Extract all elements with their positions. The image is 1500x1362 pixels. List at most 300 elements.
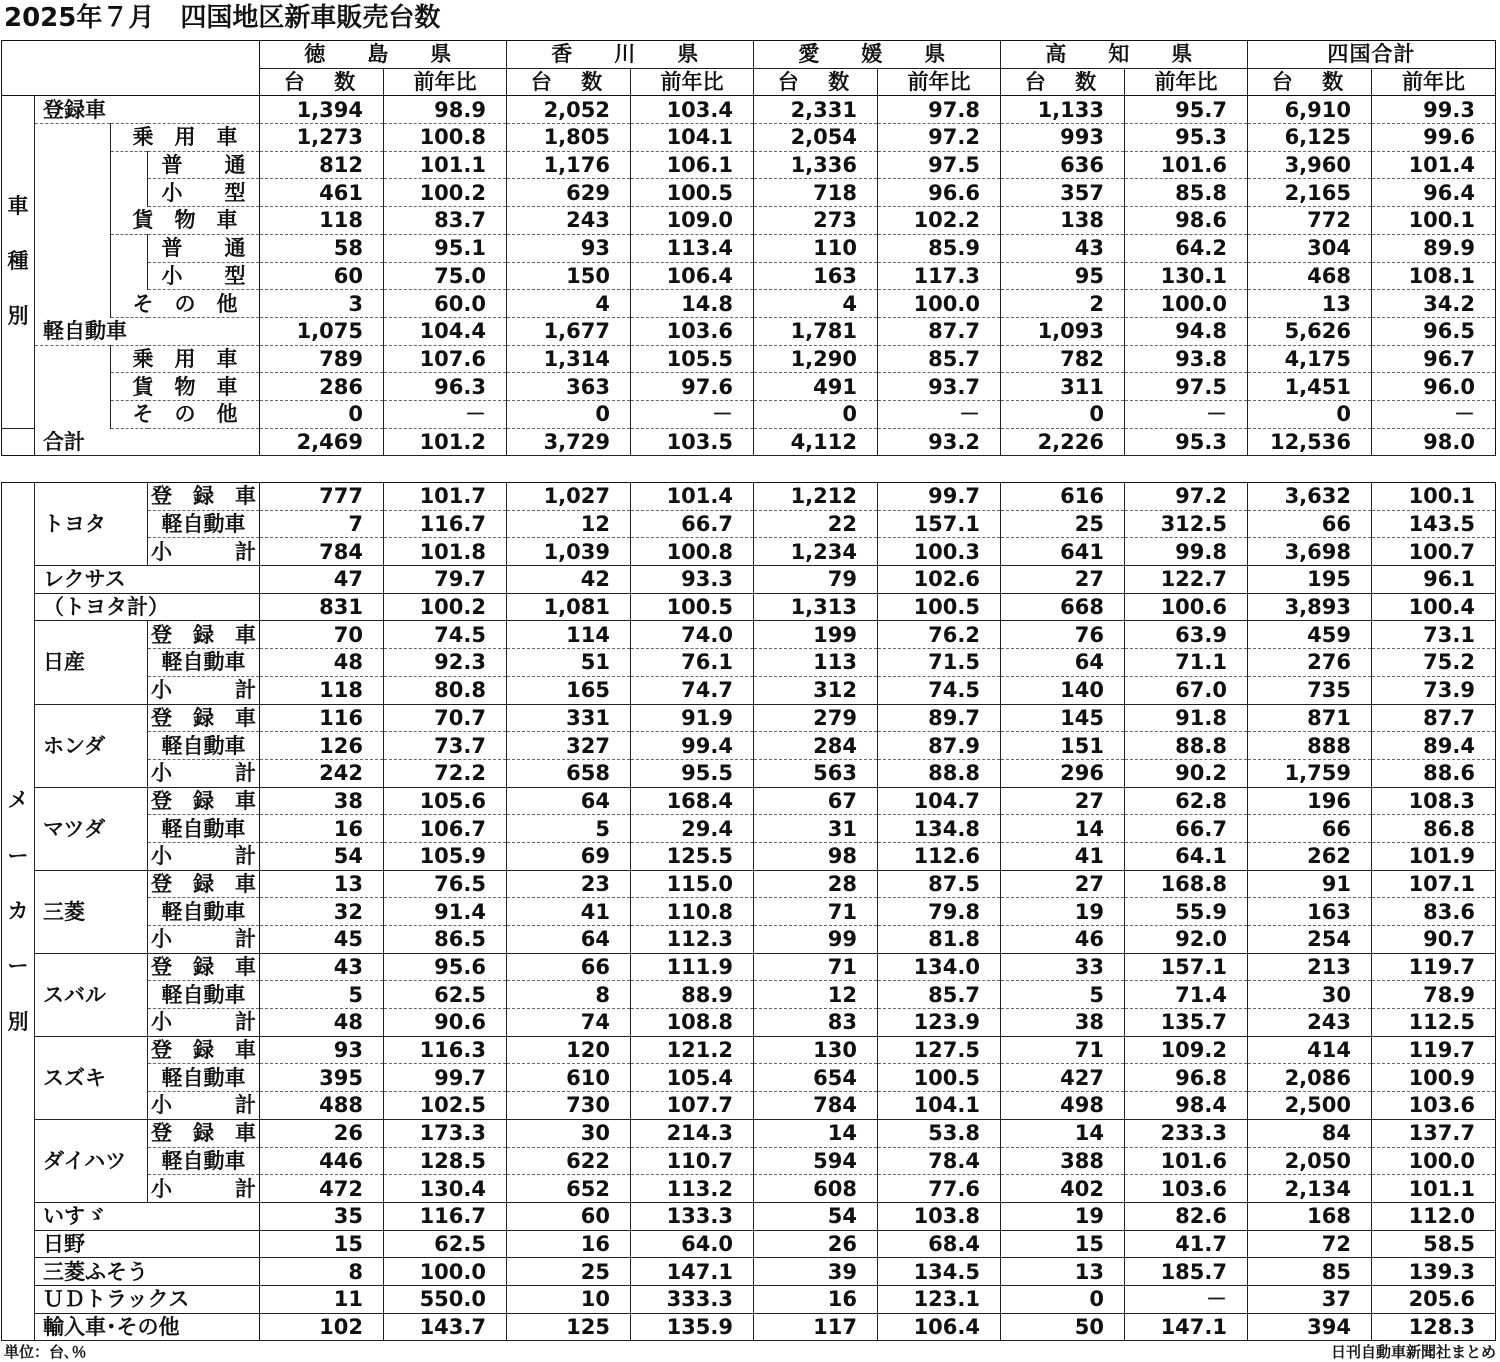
unit-count-cell: 622 <box>507 1147 631 1175</box>
yoy-ratio-cell: 67.0 <box>1125 676 1248 704</box>
yoy-ratio-cell: 86.5 <box>384 926 507 954</box>
yoy-ratio-cell: 123.9 <box>878 1009 1001 1037</box>
unit-count-cell: 12 <box>507 510 631 538</box>
unit-count-cell: 31 <box>754 815 878 843</box>
yoy-ratio-cell: 96.4 <box>1372 179 1496 207</box>
unit-count-cell: 25 <box>507 1258 631 1286</box>
unit-count-cell: 45 <box>260 926 384 954</box>
yoy-ratio-cell: 115.0 <box>631 870 754 898</box>
yoy-ratio-cell: 100.5 <box>878 1064 1001 1092</box>
unit-count-cell: 26 <box>754 1230 878 1258</box>
section-label-char: 種 <box>7 249 29 274</box>
yoy-ratio-cell: 98.9 <box>384 96 507 124</box>
maker-name: 日産 <box>35 621 148 704</box>
unit-count-cell: 8 <box>507 981 631 1009</box>
unit-count-cell: 461 <box>260 179 384 207</box>
yoy-ratio-cell: 100.1 <box>1372 207 1496 235</box>
unit-count-cell: 13 <box>1248 290 1372 318</box>
yoy-ratio-cell: 103.6 <box>1125 1175 1248 1203</box>
yoy-ratio-cell: 100.5 <box>631 179 754 207</box>
unit-count-cell: 2,054 <box>754 124 878 152</box>
unit-count-cell: 871 <box>1248 704 1372 732</box>
yoy-ratio-cell: 100.7 <box>1372 538 1496 566</box>
unit-count-cell: 138 <box>1001 207 1125 235</box>
table-row <box>2 1313 1496 1341</box>
row-sublabel-reg: 登 録 車 <box>148 953 260 981</box>
unit-count-cell: 195 <box>1248 566 1372 594</box>
indent <box>35 151 111 179</box>
table-row <box>2 510 1496 538</box>
yoy-ratio-cell: 91.4 <box>384 898 507 926</box>
unit-count-cell: 66 <box>1248 815 1372 843</box>
yoy-ratio-cell: 14.8 <box>631 290 754 318</box>
unit-count-cell: 15 <box>260 1230 384 1258</box>
unit-count-cell: 327 <box>507 732 631 760</box>
section-label-spacer <box>2 428 35 456</box>
indent <box>35 124 111 152</box>
yoy-ratio-cell: 29.4 <box>631 815 754 843</box>
yoy-ratio-cell: 100.2 <box>384 179 507 207</box>
unit-count-cell: 71 <box>754 898 878 926</box>
indent <box>35 207 111 235</box>
unit-count-cell: 60 <box>260 262 384 290</box>
yoy-ratio-cell: 70.7 <box>384 704 507 732</box>
ratio-header: 前年比 <box>384 68 507 96</box>
yoy-ratio-cell: － <box>384 400 507 428</box>
yoy-ratio-cell: 87.7 <box>1372 704 1496 732</box>
yoy-ratio-cell: 90.7 <box>1372 926 1496 954</box>
yoy-ratio-cell: 113.4 <box>631 234 754 262</box>
unit-count-cell: 33 <box>1001 953 1125 981</box>
unit-count-cell: 498 <box>1001 1092 1125 1120</box>
yoy-ratio-cell: － <box>878 400 1001 428</box>
yoy-ratio-cell: 76.5 <box>384 870 507 898</box>
yoy-ratio-cell: 96.7 <box>1372 345 1496 373</box>
yoy-ratio-cell: 83.7 <box>384 207 507 235</box>
unit-count-cell: 304 <box>1248 234 1372 262</box>
indent <box>35 345 111 373</box>
yoy-ratio-cell: 85.7 <box>878 345 1001 373</box>
unit-count-cell: 118 <box>260 207 384 235</box>
yoy-ratio-cell: 91.8 <box>1125 704 1248 732</box>
table-row <box>2 345 1496 373</box>
yoy-ratio-cell: 97.6 <box>631 373 754 401</box>
unit-count-cell: 1,677 <box>507 317 631 345</box>
unit-count-cell: 2,500 <box>1248 1092 1372 1120</box>
row-sublabel-kei: 軽自動車 <box>148 510 260 538</box>
unit-count-cell: 43 <box>1001 234 1125 262</box>
unit-count-cell: 402 <box>1001 1175 1125 1203</box>
unit-count-cell: 39 <box>754 1258 878 1286</box>
row-label-level3: 小 型 <box>148 262 260 290</box>
unit-count-cell: 2,226 <box>1001 428 1125 456</box>
yoy-ratio-cell: 106.7 <box>384 815 507 843</box>
unit-count-cell: 831 <box>260 593 384 621</box>
unit-count-cell: 3,960 <box>1248 151 1372 179</box>
table-row <box>2 593 1496 621</box>
vehicle-type-table <box>1 40 1496 456</box>
unit-count-cell: 26 <box>260 1119 384 1147</box>
yoy-ratio-cell: 78.4 <box>878 1147 1001 1175</box>
source-note: 日刊自動車新聞社まとめ <box>1330 1343 1496 1361</box>
section-label-char: カ <box>7 898 29 923</box>
yoy-ratio-cell: 101.7 <box>384 483 507 511</box>
table-row <box>2 1036 1496 1064</box>
yoy-ratio-cell: 122.7 <box>1125 566 1248 594</box>
yoy-ratio-cell: 107.7 <box>631 1092 754 1120</box>
unit-count-cell: 38 <box>1001 1009 1125 1037</box>
table-row <box>2 870 1496 898</box>
maker-name: 輸入車･その他 <box>35 1313 260 1341</box>
unit-count-cell: 14 <box>754 1119 878 1147</box>
yoy-ratio-cell: 83.6 <box>1372 898 1496 926</box>
table-row <box>2 621 1496 649</box>
ratio-header: 前年比 <box>1372 68 1496 96</box>
yoy-ratio-cell: 96.5 <box>1372 317 1496 345</box>
row-sublabel-kei: 軽自動車 <box>148 1064 260 1092</box>
yoy-ratio-cell: 79.8 <box>878 898 1001 926</box>
yoy-ratio-cell: 78.9 <box>1372 981 1496 1009</box>
ratio-header: 前年比 <box>878 68 1001 96</box>
row-sublabel-kei: 軽自動車 <box>148 981 260 1009</box>
yoy-ratio-cell: 109.0 <box>631 207 754 235</box>
unit-count-cell: 14 <box>1001 1119 1125 1147</box>
row-label-level2: 貨 物 車 <box>111 373 260 401</box>
unit-count-cell: 83 <box>754 1009 878 1037</box>
unit-count-cell: 468 <box>1248 262 1372 290</box>
unit-count-cell: 1,081 <box>507 593 631 621</box>
table-row <box>2 234 1496 262</box>
unit-count-cell: 491 <box>754 373 878 401</box>
yoy-ratio-cell: 103.4 <box>631 96 754 124</box>
row-sublabel-sub: 小 計 <box>148 538 260 566</box>
table-row <box>2 676 1496 704</box>
table-row <box>2 538 1496 566</box>
yoy-ratio-cell: 102.5 <box>384 1092 507 1120</box>
unit-count-cell: 165 <box>507 676 631 704</box>
unit-count-cell: 15 <box>1001 1230 1125 1258</box>
table-row <box>2 317 1496 345</box>
region-header: 高 知 県 <box>1001 41 1248 69</box>
unit-count-cell: 12,536 <box>1248 428 1372 456</box>
yoy-ratio-cell: 97.2 <box>1125 483 1248 511</box>
indent <box>35 234 111 262</box>
unit-count-cell: 273 <box>754 207 878 235</box>
units-header: 台 数 <box>754 68 878 96</box>
yoy-ratio-cell: 134.8 <box>878 815 1001 843</box>
unit-count-cell: 85 <box>1248 1258 1372 1286</box>
unit-count-cell: 888 <box>1248 732 1372 760</box>
unit-count-cell: 12 <box>754 981 878 1009</box>
table-row <box>2 1147 1496 1175</box>
unit-count-cell: 64 <box>507 926 631 954</box>
row-sublabel-sub: 小 計 <box>148 926 260 954</box>
unit-count-cell: 91 <box>1248 870 1372 898</box>
unit-count-cell: 286 <box>260 373 384 401</box>
yoy-ratio-cell: 168.8 <box>1125 870 1248 898</box>
unit-count-cell: 772 <box>1248 207 1372 235</box>
unit-count-cell: 2,165 <box>1248 179 1372 207</box>
table-row <box>2 1064 1496 1092</box>
unit-count-cell: 13 <box>1001 1258 1125 1286</box>
unit-count-cell: 5 <box>260 981 384 1009</box>
table-row <box>2 400 1496 428</box>
indent <box>111 151 148 179</box>
yoy-ratio-cell: 105.5 <box>631 345 754 373</box>
maker-name: トヨタ <box>35 483 148 566</box>
unit-count-cell: 13 <box>260 870 384 898</box>
unit-count-cell: 93 <box>260 1036 384 1064</box>
unit-count-cell: 196 <box>1248 787 1372 815</box>
yoy-ratio-cell: 82.6 <box>1125 1202 1248 1230</box>
unit-count-cell: 777 <box>260 483 384 511</box>
unit-count-cell: 1,394 <box>260 96 384 124</box>
unit-count-cell: 38 <box>260 787 384 815</box>
yoy-ratio-cell: 101.2 <box>384 428 507 456</box>
yoy-ratio-cell: 74.7 <box>631 676 754 704</box>
unit-count-cell: 812 <box>260 151 384 179</box>
yoy-ratio-cell: 97.5 <box>878 151 1001 179</box>
yoy-ratio-cell: 130.4 <box>384 1175 507 1203</box>
unit-count-cell: 312 <box>754 676 878 704</box>
section-label-char: メ <box>7 788 29 813</box>
unit-count-cell: 118 <box>260 676 384 704</box>
indent <box>111 179 148 207</box>
yoy-ratio-cell: 104.7 <box>878 787 1001 815</box>
yoy-ratio-cell: 101.1 <box>384 151 507 179</box>
yoy-ratio-cell: 98.4 <box>1125 1092 1248 1120</box>
yoy-ratio-cell: 74.5 <box>878 676 1001 704</box>
unit-count-cell: 2,331 <box>754 96 878 124</box>
yoy-ratio-cell: 113.2 <box>631 1175 754 1203</box>
unit-count-cell: 54 <box>754 1202 878 1230</box>
yoy-ratio-cell: 93.7 <box>878 373 1001 401</box>
unit-count-cell: 48 <box>260 649 384 677</box>
yoy-ratio-cell: 92.0 <box>1125 926 1248 954</box>
yoy-ratio-cell: 71.4 <box>1125 981 1248 1009</box>
yoy-ratio-cell: 134.0 <box>878 953 1001 981</box>
yoy-ratio-cell: 88.8 <box>1125 732 1248 760</box>
unit-count-cell: 1,313 <box>754 593 878 621</box>
unit-count-cell: 163 <box>1248 898 1372 926</box>
yoy-ratio-cell: 53.8 <box>878 1119 1001 1147</box>
unit-count-cell: 126 <box>260 732 384 760</box>
yoy-ratio-cell: 108.3 <box>1372 787 1496 815</box>
table-row <box>2 1202 1496 1230</box>
unit-count-cell: 54 <box>260 842 384 870</box>
unit-count-cell: 7 <box>260 510 384 538</box>
yoy-ratio-cell: 112.6 <box>878 842 1001 870</box>
yoy-ratio-cell: 98.0 <box>1372 428 1496 456</box>
yoy-ratio-cell: 96.3 <box>384 373 507 401</box>
row-sublabel-reg: 登 録 車 <box>148 1036 260 1064</box>
unit-count-cell: 151 <box>1001 732 1125 760</box>
table-row <box>2 1009 1496 1037</box>
ratio-header: 前年比 <box>1125 68 1248 96</box>
unit-count-cell: 140 <box>1001 676 1125 704</box>
unit-count-cell: 243 <box>507 207 631 235</box>
maker-name: （トヨタ計） <box>35 593 260 621</box>
unit-count-cell: 32 <box>260 898 384 926</box>
row-sublabel-reg: 登 録 車 <box>148 787 260 815</box>
unit-count-cell: 641 <box>1001 538 1125 566</box>
row-label-level2: 乗 用 車 <box>111 345 260 373</box>
unit-count-cell: 363 <box>507 373 631 401</box>
yoy-ratio-cell: 55.9 <box>1125 898 1248 926</box>
unit-count-cell: 3 <box>260 290 384 318</box>
row-label-level3: 普 通 <box>148 234 260 262</box>
unit-count-cell: 48 <box>260 1009 384 1037</box>
unit-count-cell: 41 <box>507 898 631 926</box>
row-label-total: 合計 <box>35 428 260 456</box>
unit-count-cell: 35 <box>260 1202 384 1230</box>
indent <box>35 290 111 318</box>
unit-count-cell: 6,910 <box>1248 96 1372 124</box>
yoy-ratio-cell: 97.2 <box>878 124 1001 152</box>
yoy-ratio-cell: 91.9 <box>631 704 754 732</box>
unit-count-cell: 27 <box>1001 870 1125 898</box>
row-sublabel-kei: 軽自動車 <box>148 815 260 843</box>
table-row <box>2 1230 1496 1258</box>
unit-count-cell: 22 <box>754 510 878 538</box>
yoy-ratio-cell: 101.9 <box>1372 842 1496 870</box>
unit-count-cell: 47 <box>260 566 384 594</box>
maker-name: マツダ <box>35 787 148 870</box>
unit-count-cell: 0 <box>1001 400 1125 428</box>
yoy-ratio-cell: 90.2 <box>1125 759 1248 787</box>
unit-count-cell: 668 <box>1001 593 1125 621</box>
yoy-ratio-cell: 134.5 <box>878 1258 1001 1286</box>
yoy-ratio-cell: 173.3 <box>384 1119 507 1147</box>
unit-count-cell: 2,050 <box>1248 1147 1372 1175</box>
unit-count-cell: 0 <box>507 400 631 428</box>
unit-count-cell: 2,052 <box>507 96 631 124</box>
unit-count-cell: 0 <box>1248 400 1372 428</box>
yoy-ratio-cell: 100.0 <box>878 290 1001 318</box>
unit-count-cell: 5,626 <box>1248 317 1372 345</box>
unit-count-cell: 1,176 <box>507 151 631 179</box>
row-label-level3: 普 通 <box>148 151 260 179</box>
table-row <box>2 262 1496 290</box>
units-header: 台 数 <box>1248 68 1372 96</box>
table-row <box>2 1092 1496 1120</box>
yoy-ratio-cell: 76.2 <box>878 621 1001 649</box>
yoy-ratio-cell: 143.5 <box>1372 510 1496 538</box>
page-title: 2025年７月 四国地区新車販売台数 <box>4 3 441 33</box>
row-sublabel-kei: 軽自動車 <box>148 1147 260 1175</box>
unit-count-cell: 114 <box>507 621 631 649</box>
yoy-ratio-cell: 41.7 <box>1125 1230 1248 1258</box>
unit-count-cell: 446 <box>260 1147 384 1175</box>
unit-count-cell: 284 <box>754 732 878 760</box>
unit-count-cell: 296 <box>1001 759 1125 787</box>
yoy-ratio-cell: 157.1 <box>878 510 1001 538</box>
table-row <box>2 953 1496 981</box>
indent <box>111 234 148 262</box>
table-row <box>2 649 1496 677</box>
unit-count-cell: 79 <box>754 566 878 594</box>
yoy-ratio-cell: 100.6 <box>1125 593 1248 621</box>
unit-count-cell: 652 <box>507 1175 631 1203</box>
unit-count-cell: 199 <box>754 621 878 649</box>
yoy-ratio-cell: 96.0 <box>1372 373 1496 401</box>
yoy-ratio-cell: 68.4 <box>878 1230 1001 1258</box>
region-header: 愛 媛 県 <box>754 41 1001 69</box>
unit-count-cell: 4 <box>507 290 631 318</box>
unit-count-cell: 629 <box>507 179 631 207</box>
table-row <box>2 759 1496 787</box>
yoy-ratio-cell: 105.6 <box>384 787 507 815</box>
unit-count-cell: 6,125 <box>1248 124 1372 152</box>
table-row <box>2 1175 1496 1203</box>
yoy-ratio-cell: 117.3 <box>878 262 1001 290</box>
unit-count-cell: 1,273 <box>260 124 384 152</box>
yoy-ratio-cell: 125.5 <box>631 842 754 870</box>
unit-count-cell: 110 <box>754 234 878 262</box>
region-header: 香 川 県 <box>507 41 754 69</box>
unit-count-cell: 616 <box>1001 483 1125 511</box>
unit-count-cell: 488 <box>260 1092 384 1120</box>
yoy-ratio-cell: 128.3 <box>1372 1313 1496 1341</box>
yoy-ratio-cell: 99.4 <box>631 732 754 760</box>
unit-count-cell: 117 <box>754 1313 878 1341</box>
unit-count-cell: 163 <box>754 262 878 290</box>
unit-count-cell: 4 <box>754 290 878 318</box>
yoy-ratio-cell: 100.0 <box>384 1258 507 1286</box>
unit-count-cell: 0 <box>754 400 878 428</box>
row-label-level2: 貨 物 車 <box>111 207 260 235</box>
yoy-ratio-cell: 107.6 <box>384 345 507 373</box>
yoy-ratio-cell: 85.7 <box>878 981 1001 1009</box>
unit-count-cell: 71 <box>754 953 878 981</box>
yoy-ratio-cell: 100.0 <box>1372 1147 1496 1175</box>
yoy-ratio-cell: 81.8 <box>878 926 1001 954</box>
unit-count-cell: 784 <box>754 1092 878 1120</box>
yoy-ratio-cell: 112.0 <box>1372 1202 1496 1230</box>
table-row <box>2 428 1496 456</box>
unit-count-cell: 14 <box>1001 815 1125 843</box>
yoy-ratio-cell: － <box>631 400 754 428</box>
unit-count-cell: 1,290 <box>754 345 878 373</box>
yoy-ratio-cell: 71.5 <box>878 649 1001 677</box>
table-row <box>2 566 1496 594</box>
unit-count-cell: 636 <box>1001 151 1125 179</box>
yoy-ratio-cell: 74.0 <box>631 621 754 649</box>
yoy-ratio-cell: 64.0 <box>631 1230 754 1258</box>
unit-count-cell: 58 <box>260 234 384 262</box>
maker-name: ホンダ <box>35 704 148 787</box>
maker-name: スバル <box>35 953 148 1036</box>
unit-count-cell: 93 <box>507 234 631 262</box>
maker-table <box>1 482 1496 1341</box>
yoy-ratio-cell: 104.1 <box>878 1092 1001 1120</box>
unit-count-cell: 27 <box>1001 787 1125 815</box>
unit-count-cell: 5 <box>507 815 631 843</box>
unit-count-cell: 1,234 <box>754 538 878 566</box>
table-row <box>2 1258 1496 1286</box>
row-sublabel-sub: 小 計 <box>148 842 260 870</box>
yoy-ratio-cell: 95.3 <box>1125 124 1248 152</box>
yoy-ratio-cell: 147.1 <box>1125 1313 1248 1341</box>
unit-count-cell: 276 <box>1248 649 1372 677</box>
yoy-ratio-cell: 34.2 <box>1372 290 1496 318</box>
yoy-ratio-cell: 72.2 <box>384 759 507 787</box>
yoy-ratio-cell: 135.7 <box>1125 1009 1248 1037</box>
unit-count-cell: 1,451 <box>1248 373 1372 401</box>
unit-count-cell: 1,093 <box>1001 317 1125 345</box>
unit-count-cell: 1,039 <box>507 538 631 566</box>
yoy-ratio-cell: 88.8 <box>878 759 1001 787</box>
